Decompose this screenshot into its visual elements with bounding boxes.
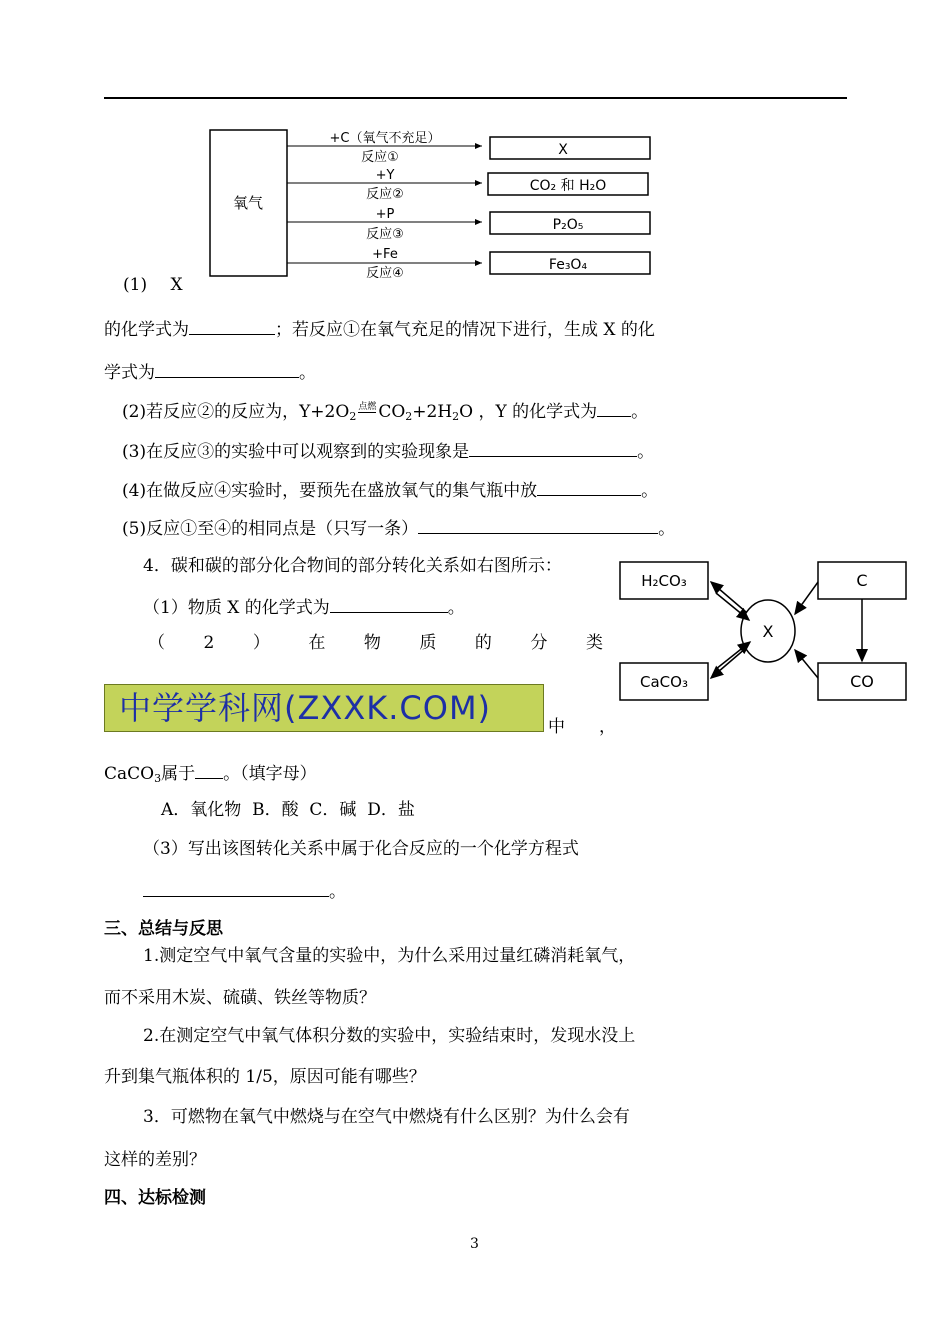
q4-2-rest-end: 。（填字母） bbox=[223, 764, 317, 784]
q4-2-spaced-line bbox=[148, 632, 603, 654]
q3-2-sub1: 2 bbox=[349, 410, 357, 423]
caco3-text: CaCO bbox=[104, 764, 155, 784]
q3-1-text-c: 学式为 bbox=[104, 363, 155, 383]
q3-1-number-line bbox=[123, 274, 183, 296]
product-1: X bbox=[558, 142, 568, 158]
q4-1-end: 。 bbox=[447, 598, 465, 618]
arrow-2-bottom: 反应② bbox=[366, 187, 404, 202]
q3-2-sub3: 2 bbox=[452, 410, 460, 423]
arrow-3-top: +P bbox=[375, 207, 395, 222]
answer-blank[interactable] bbox=[330, 594, 448, 613]
arrow-4-top: +Fe bbox=[372, 247, 398, 262]
logo-text: 中学学科网(ZXXK.COM) bbox=[119, 689, 492, 727]
q3-2-line bbox=[122, 398, 648, 423]
q4-3-end: 。 bbox=[329, 882, 346, 902]
arrow-x-to-caco3 bbox=[711, 648, 746, 678]
q4-2-char: 的 bbox=[474, 633, 492, 653]
answer-blank[interactable] bbox=[195, 760, 223, 779]
arrow-1-top: +C（氧气不充足） bbox=[329, 131, 441, 146]
arrow-4-bottom: 反应④ bbox=[366, 266, 404, 278]
product-4: Fe₃O₄ bbox=[548, 257, 588, 273]
section3-q3b: 这样的差别？ bbox=[104, 1150, 206, 1170]
arrow-co-to-x bbox=[795, 650, 818, 678]
answer-blank[interactable] bbox=[189, 316, 275, 335]
page-number: 3 bbox=[470, 1236, 479, 1252]
c-label: C bbox=[856, 571, 868, 590]
section3-q2b: 升到集气瓶体积的 1/5，原因可能有哪些？ bbox=[104, 1067, 426, 1087]
co-label: CO bbox=[850, 672, 874, 691]
q3-3-end: 。 bbox=[637, 442, 655, 462]
q4-2-char: 分 bbox=[530, 633, 548, 653]
q4-2-tail: 中 ， bbox=[548, 717, 616, 737]
q4-2-caco3-line bbox=[104, 760, 317, 785]
q3-4-text: (4)在做反应④实验时，要预先在盛放氧气的集气瓶中放 bbox=[122, 481, 538, 501]
q4-2-char: （ bbox=[148, 633, 165, 653]
arrow-3-bottom: 反应③ bbox=[366, 227, 404, 242]
reaction-condition: 点燃 bbox=[358, 402, 377, 412]
q4-2-rest: 属于 bbox=[161, 764, 196, 784]
answer-blank[interactable] bbox=[597, 398, 631, 417]
section3-q1a: 1.测定空气中氧气含量的实验中，为什么采用过量红磷消耗氧气， bbox=[143, 946, 636, 966]
q4-2-char: 在 bbox=[308, 633, 326, 653]
q3-1-line2 bbox=[104, 359, 316, 384]
q4-1-text: （1）物质 X 的化学式为 bbox=[143, 598, 330, 618]
answer-blank[interactable] bbox=[537, 477, 641, 496]
q3-2-d: O ，Y 的化学式为 bbox=[459, 402, 598, 422]
zxxk-logo bbox=[104, 684, 544, 732]
oxygen-reaction-diagram bbox=[205, 126, 660, 278]
q3-2-c: +2H bbox=[412, 402, 453, 422]
q3-1-text-b: ；若反应①在氧气充足的情况下进行，生成 X 的化 bbox=[275, 320, 655, 340]
h2co3-label: H₂CO₃ bbox=[641, 572, 687, 590]
arrow-x-to-h2co3 bbox=[711, 582, 746, 612]
q3-5-text: (5)反应①至④的相同点是（只写一条） bbox=[122, 519, 419, 539]
answer-blank[interactable] bbox=[469, 438, 637, 457]
product-2: CO₂ 和 H₂O bbox=[529, 178, 607, 194]
product-box-1 bbox=[490, 137, 650, 159]
answer-blank[interactable] bbox=[418, 515, 658, 534]
q3-1-number: (1) bbox=[123, 275, 148, 295]
q4-2-options: A．氧化物 B．酸 C．碱 D．盐 bbox=[161, 800, 415, 820]
x-label: X bbox=[762, 622, 774, 641]
q4-2-char: 2 bbox=[203, 633, 215, 653]
q4-3-text: （3）写出该图转化关系中属于化合反应的一个化学方程式 bbox=[143, 839, 579, 859]
section4-heading: 四、达标检测 bbox=[104, 1188, 206, 1208]
caco3-sub: 3 bbox=[154, 772, 162, 785]
answer-blank[interactable] bbox=[155, 359, 299, 378]
q4-2-char: ） bbox=[252, 633, 270, 653]
q4-intro: 4．碳和碳的部分化合物间的部分转化关系如右图所示： bbox=[143, 556, 562, 576]
carbon-conversion-diagram bbox=[615, 558, 911, 704]
q3-3-line bbox=[122, 438, 654, 463]
section3-q3a: 3．可燃物在氧气中燃烧与在空气中燃烧有什么区别？为什么会有 bbox=[143, 1107, 630, 1127]
section3-heading: 三、总结与反思 bbox=[104, 919, 223, 939]
q3-4-line bbox=[122, 477, 658, 502]
q4-1-line bbox=[143, 594, 465, 619]
q3-1-line1 bbox=[104, 316, 655, 341]
header-rule bbox=[104, 97, 847, 99]
q3-2-end: 。 bbox=[631, 402, 649, 422]
q4-2-char: 类 bbox=[585, 633, 603, 653]
q3-1-text-a: 的化学式为 bbox=[104, 320, 189, 340]
q4-3-answer-line bbox=[143, 878, 346, 903]
q3-1-end: 。 bbox=[299, 363, 316, 383]
arrow-c-to-x bbox=[795, 582, 818, 614]
answer-blank[interactable] bbox=[143, 878, 329, 897]
oxygen-label: 氧气 bbox=[232, 194, 264, 212]
q3-2-sub2: 2 bbox=[405, 410, 413, 423]
q3-4-end: 。 bbox=[641, 481, 659, 501]
q3-2-a: (2)若反应②的反应为，Y+2O bbox=[122, 402, 350, 422]
caco3-label: CaCO₃ bbox=[640, 673, 688, 691]
product-3: P₂O₅ bbox=[552, 217, 584, 233]
q3-3-text: (3)在反应③的实验中可以观察到的实验现象是 bbox=[122, 442, 470, 462]
q3-1-x: X bbox=[170, 275, 183, 295]
arrow-1-bottom: 反应① bbox=[361, 150, 399, 165]
arrow-caco3-to-x bbox=[716, 642, 750, 669]
q4-2-char: 物 bbox=[363, 633, 381, 653]
section3-q1b: 而不采用木炭、硫磺、铁丝等物质？ bbox=[104, 988, 376, 1008]
q3-2-b: CO bbox=[378, 402, 406, 422]
q4-2-char: 质 bbox=[419, 633, 437, 653]
section3-q2a: 2.在测定空气中氧气体积分数的实验中，实验结束时，发现水没上 bbox=[143, 1026, 636, 1046]
q3-5-line bbox=[122, 515, 675, 540]
q3-5-end: 。 bbox=[658, 519, 676, 539]
arrow-2-top: +Y bbox=[375, 168, 395, 183]
arrow-h2co3-to-x bbox=[716, 593, 749, 620]
